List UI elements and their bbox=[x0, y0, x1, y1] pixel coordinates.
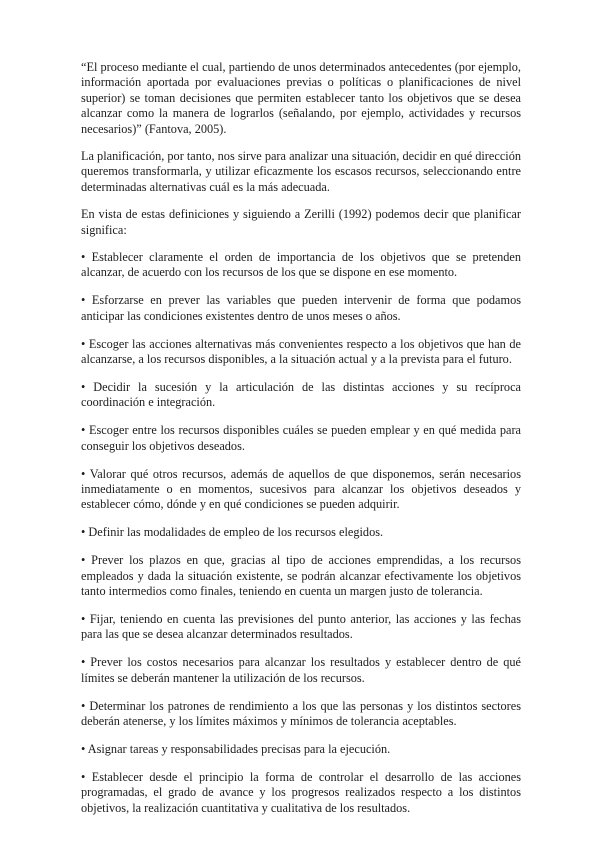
bullet-item: • Asignar tareas y responsabilidades precisas para la ejecución. bbox=[81, 741, 391, 756]
planning-purpose-paragraph: La planificación, por tanto, nos sirve para analizar una situación, decidir en qué dirección queremos transformarla, y utilizar eficazmente los escasos recursos, seleccionando entre determinadas alternativas cuál es la más adecuada. bbox=[81, 149, 521, 194]
bullet-item: • Fijar, teniendo en cuenta las previsiones del punto anterior, las acciones y las fechas para las que se desea alcanzar determinados resultados. bbox=[81, 611, 521, 642]
bullet-item: • Prever los plazos en que, gracias al tipo de acciones emprendidas, a los recursos empleados y dada la situación existente, se podrán alcanzar efectivamente los objetivos tanto intermedios como finales, teniendo en cuenta un margen justo de tolerancia. bbox=[81, 553, 521, 599]
bullet-item: • Decidir la sucesión y la articulación de las distintas acciones y su recíproca coordinación e integración. bbox=[81, 380, 521, 410]
bullet-item: • Prever los costos necesarios para alcanzar los resultados y establecer dentro de qué límites se deberán mantener la utilización de los recursos. bbox=[81, 655, 521, 685]
bullet-item: • Determinar los patrones de rendimiento a los que las personas y los distintos sectores deberán atenerse, y los límites máximos y mínimos de tolerancia aceptables. bbox=[81, 698, 521, 728]
bullet-item: • Valorar qué otros recursos, además de aquellos de que disponemos, serán necesarios inmediatamente o en momentos, sucesivos para alcanzar los objetivos deseados y establecer cómo, dónde y en qué condiciones se pueden adquirir. bbox=[81, 466, 521, 512]
bullet-item: • Escoger entre los recursos disponibles cuáles se pueden emplear y en qué medida para conseguir los objetivos deseados. bbox=[81, 423, 521, 453]
intro-list-paragraph: En vista de estas definiciones y siguiendo a Zerilli (1992) podemos decir que planificar significa: bbox=[81, 207, 521, 237]
bullet-item: • Esforzarse en prever las variables que pueden intervenir de forma que podamos anticipar las condiciones existentes dentro de unos meses o años. bbox=[81, 293, 521, 323]
planning-bullet-list bbox=[81, 250, 521, 816]
bullet-item: • Definir las modalidades de empleo de los recursos elegidos. bbox=[81, 525, 384, 540]
bullet-item: • Establecer claramente el orden de importancia de los objetivos que se pretenden alcanzar, de acuerdo con los recursos de los que se dispone en ese momento. bbox=[81, 250, 521, 280]
document-page bbox=[81, 60, 521, 829]
bullet-item: • Escoger las acciones alternativas más convenientes respecto a los objetivos que han de alcanzarse, a los recursos disponibles, a la situación actual y a la prevista para el futuro. bbox=[81, 336, 521, 367]
definition-quote-paragraph: “El proceso mediante el cual, partiendo de unos determinados antecedentes (por ejemplo, información aportada por evaluaciones previas o políticas o planificaciones de nivel superior) se toman decisiones que permiten establecer tanto los objetivos que se desea alcanzar como la manera de lograrlos (señalando, por ejemplo, actividades y recursos necesarios)” (Fantova, 2005). bbox=[81, 60, 521, 136]
bullet-item: • Establecer desde el principio la forma de controlar el desarrollo de las acciones programadas, el grado de avance y los progresos realizados respecto a los distintos objetivos, la realización cuantitativa y cualitativa de los resultados. bbox=[81, 769, 521, 815]
